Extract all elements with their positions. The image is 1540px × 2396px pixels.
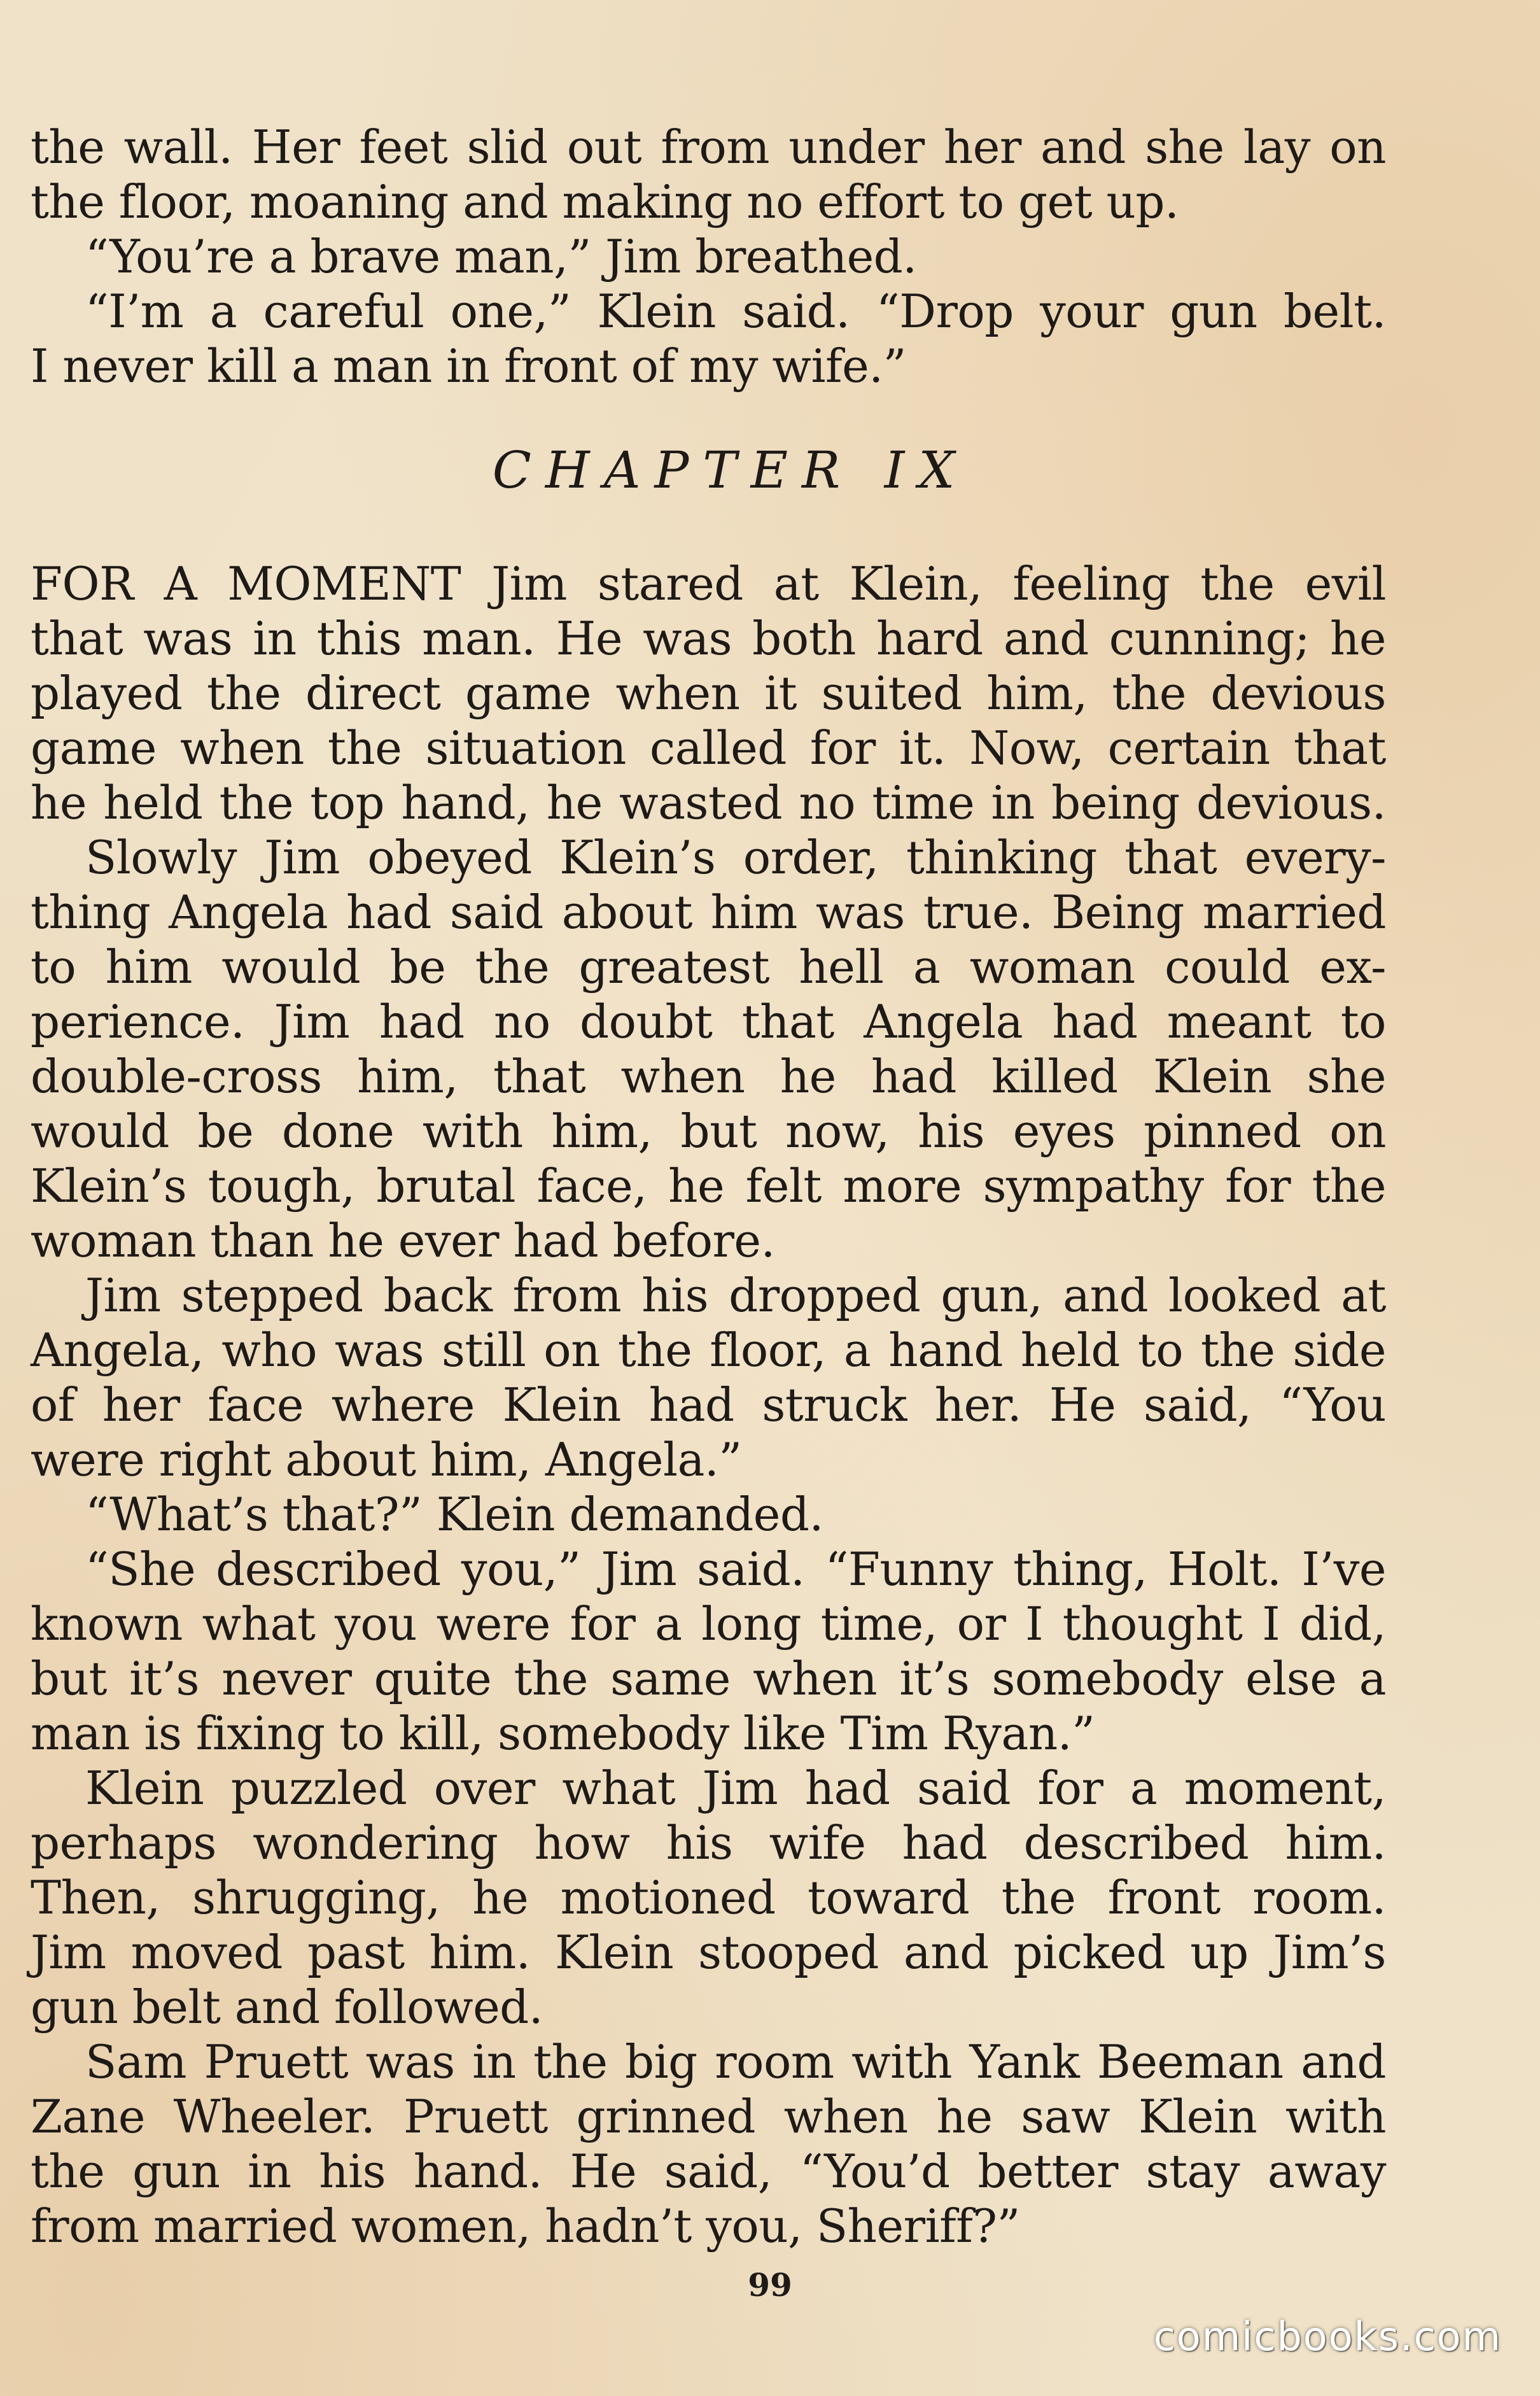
text-line: man is fixing to kill, somebody like Tim Ryan.” — [31, 1707, 1095, 1760]
opening-text — [31, 120, 1386, 393]
text-line: woman than he ever had before. — [31, 1214, 775, 1267]
text-line: double-cross him, that when he had killed Klein she — [31, 1050, 1386, 1103]
text-line: played the direct game when it suited him, the devious — [31, 666, 1386, 720]
text-line: to him would be the greatest hell a woman could ex- — [31, 940, 1386, 994]
text-line: he held the top hand, he wasted no time in being devious. — [31, 776, 1386, 829]
text-line: I never kill a man in front of my wife.” — [31, 339, 906, 393]
text-line: “What’s that?” Klein demanded. — [85, 1488, 823, 1541]
text-line: Zane Wheeler. Pruett grinned when he saw Klein with — [31, 2090, 1386, 2143]
text-line: Jim stepped back from his dropped gun, and looked at — [85, 1269, 1386, 1322]
text-line: Then, shrugging, he motioned toward the front room. — [31, 1871, 1386, 1924]
text-line: FOR A MOMENT Jim stared at Klein, feeling the evil — [31, 557, 1386, 610]
text-line: Sam Pruett was in the big room with Yank Beeman and — [85, 2035, 1386, 2089]
text-line: but it’s never quite the same when it’s somebody else a — [31, 1652, 1386, 1705]
text-line: were right about him, Angela.” — [31, 1433, 742, 1486]
text-line: known what you were for a long time, or I thought I did, — [31, 1597, 1386, 1651]
text-line: “You’re a brave man,” Jim breathed. — [85, 230, 917, 283]
chapter-text — [31, 556, 1386, 2253]
text-line: thing Angela had said about him was true. Being married — [31, 885, 1386, 939]
text-line: Slowly Jim obeyed Klein’s order, thinking that every- — [85, 831, 1386, 884]
text-line: “I’m a careful one,” Klein said. “Drop your gun belt. — [85, 285, 1386, 338]
site-watermark: comicbooks.com — [1153, 2313, 1502, 2360]
text-line: “She described you,” Jim said. “Funny thing, Holt. I’ve — [85, 1542, 1386, 1596]
text-line: would be done with him, but now, his eyes pinned on — [31, 1104, 1386, 1158]
text-line: Klein’s tough, brutal face, he felt more sympathy for the — [31, 1159, 1386, 1213]
page-body — [31, 120, 1386, 2253]
text-line: perience. Jim had no doubt that Angela had meant to — [31, 995, 1386, 1048]
text-line: of her face where Klein had struck her. He said, “You — [31, 1378, 1386, 1432]
text-line: that was in this man. He was both hard and cunning; he — [31, 612, 1386, 665]
text-line: perhaps wondering how his wife had described him. — [31, 1816, 1386, 1870]
text-line: gun belt and followed. — [31, 1980, 543, 2034]
page-number: 99 — [748, 2266, 792, 2304]
text-line: the gun in his hand. He said, “You’d better stay away — [31, 2145, 1386, 2198]
text-line: the wall. Her feet slid out from under her and she lay on — [31, 120, 1386, 174]
text-line: the floor, moaning and making no effort to get up. — [31, 175, 1179, 229]
text-line: game when the situation called for it. Now, certain that — [31, 721, 1386, 775]
text-line: Angela, who was still on the floor, a hand held to the side — [31, 1323, 1386, 1377]
text-line: Jim moved past him. Klein stooped and picked up Jim’s — [31, 1926, 1386, 1979]
text-line: Klein puzzled over what Jim had said for a moment, — [85, 1761, 1386, 1815]
text-line: from married women, hadn’t you, Sheriff?” — [31, 2199, 1020, 2253]
chapter-heading: CHAPTER IX — [492, 440, 969, 500]
